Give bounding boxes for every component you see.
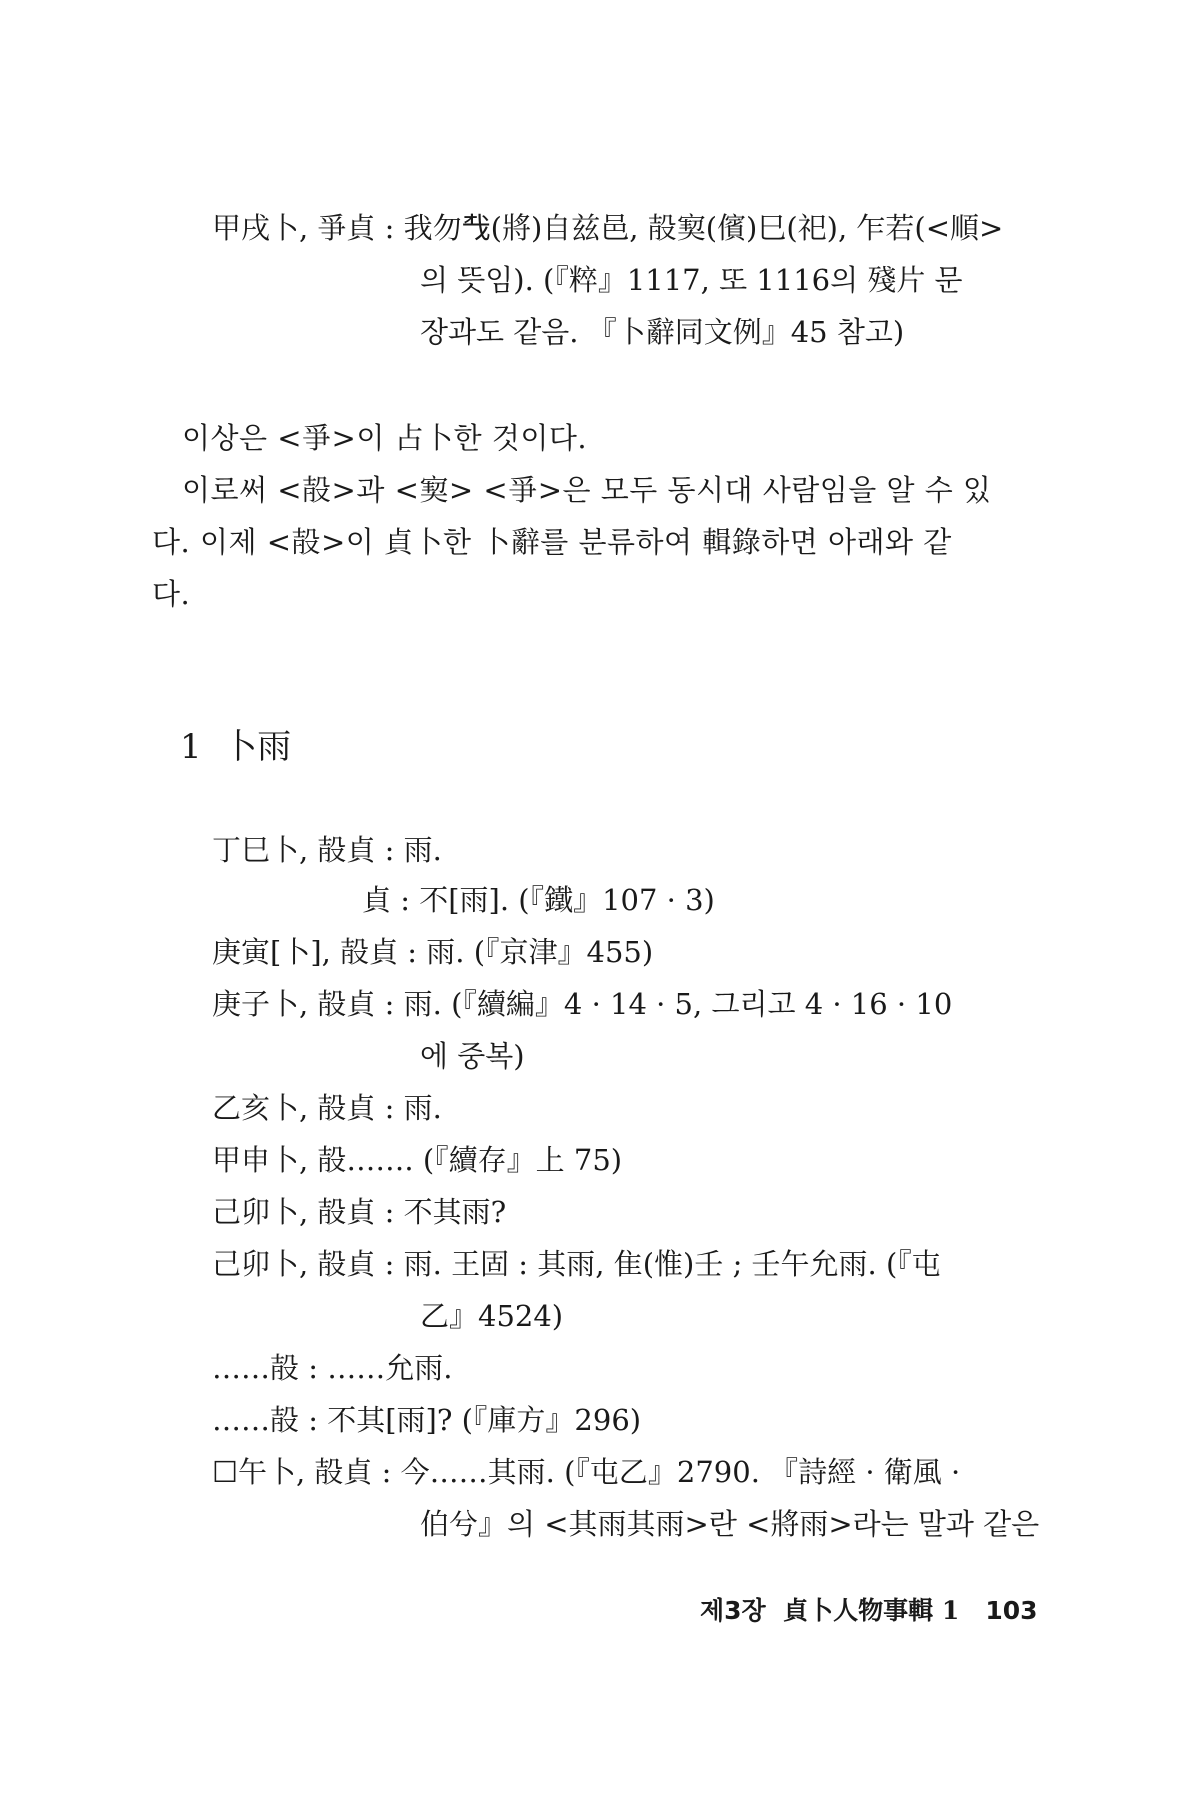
entry-line: 伯兮』의 <其雨其雨>란 <將雨>라는 말과 같은 [420,1507,1040,1541]
top-block-line: 甲戌卜, 爭貞 : 我勿𢦔(將)自兹邑, 㱿㝣(儐)巳(祀), 乍若(<順> [212,211,1004,245]
entry-line: 丁巳卜, 㱿貞 : 雨. [212,833,442,867]
paragraph-line: 이로써 <㱿>과 <㝣> <爭>은 모두 동시대 사람임을 알 수 있 [182,473,992,507]
section-heading [180,727,292,767]
section-number: 1 [180,727,202,767]
paragraph-line: 다. [152,577,191,611]
footer-title: 貞卜人物事輯 1 [783,1596,960,1625]
paragraph-line: 다. 이제 <㱿>이 貞卜한 卜辭를 분류하여 輯錄하면 아래와 같 [152,525,952,559]
top-block-line: 의 뜻임). (『粹』1117, 또 1116의 殘片 문 [420,263,963,297]
entry-line: 庚子卜, 㱿貞 : 雨. (『續編』4 · 14 · 5, 그리고 4 · 16 · 10 [212,987,953,1021]
entry-line: 에 중복) [420,1039,525,1073]
entry-line: ……㱿 : ……允雨. [212,1351,453,1385]
entry-line: 己卯卜, 㱿貞 : 雨. 王固 : 其雨, 隹(惟)壬 ; 壬午允雨. (『屯 [212,1247,941,1281]
entry-line: 貞 : 不[雨]. (『鐵』107 · 3) [362,883,715,917]
section-title: 卜雨 [223,727,292,767]
entry-line: 己卯卜, 㱿貞 : 不其雨? [212,1195,507,1229]
running-footer [700,1598,1038,1623]
entry-line: 庚寅[卜], 㱿貞 : 雨. (『京津』455) [212,935,654,969]
top-block-line: 장과도 같음. 『卜辭同文例』45 참고) [420,315,905,349]
entry-line: ☐午卜, 㱿貞 : 今……其雨. (『屯乙』2790. 『詩經 · 衛風 · [212,1455,961,1489]
entry-line: 乙』4524) [420,1299,564,1333]
entry-line: ……㱿 : 不其[雨]? (『庫方』296) [212,1403,642,1437]
entry-line: 乙亥卜, 㱿貞 : 雨. [212,1091,442,1125]
page-number: 103 [985,1596,1038,1625]
paragraph-line: 이상은 <爭>이 占卜한 것이다. [182,421,588,455]
entry-line: 甲申卜, 㱿……. (『續存』上 75) [212,1143,623,1177]
footer-chapter: 제3장 [700,1596,766,1625]
